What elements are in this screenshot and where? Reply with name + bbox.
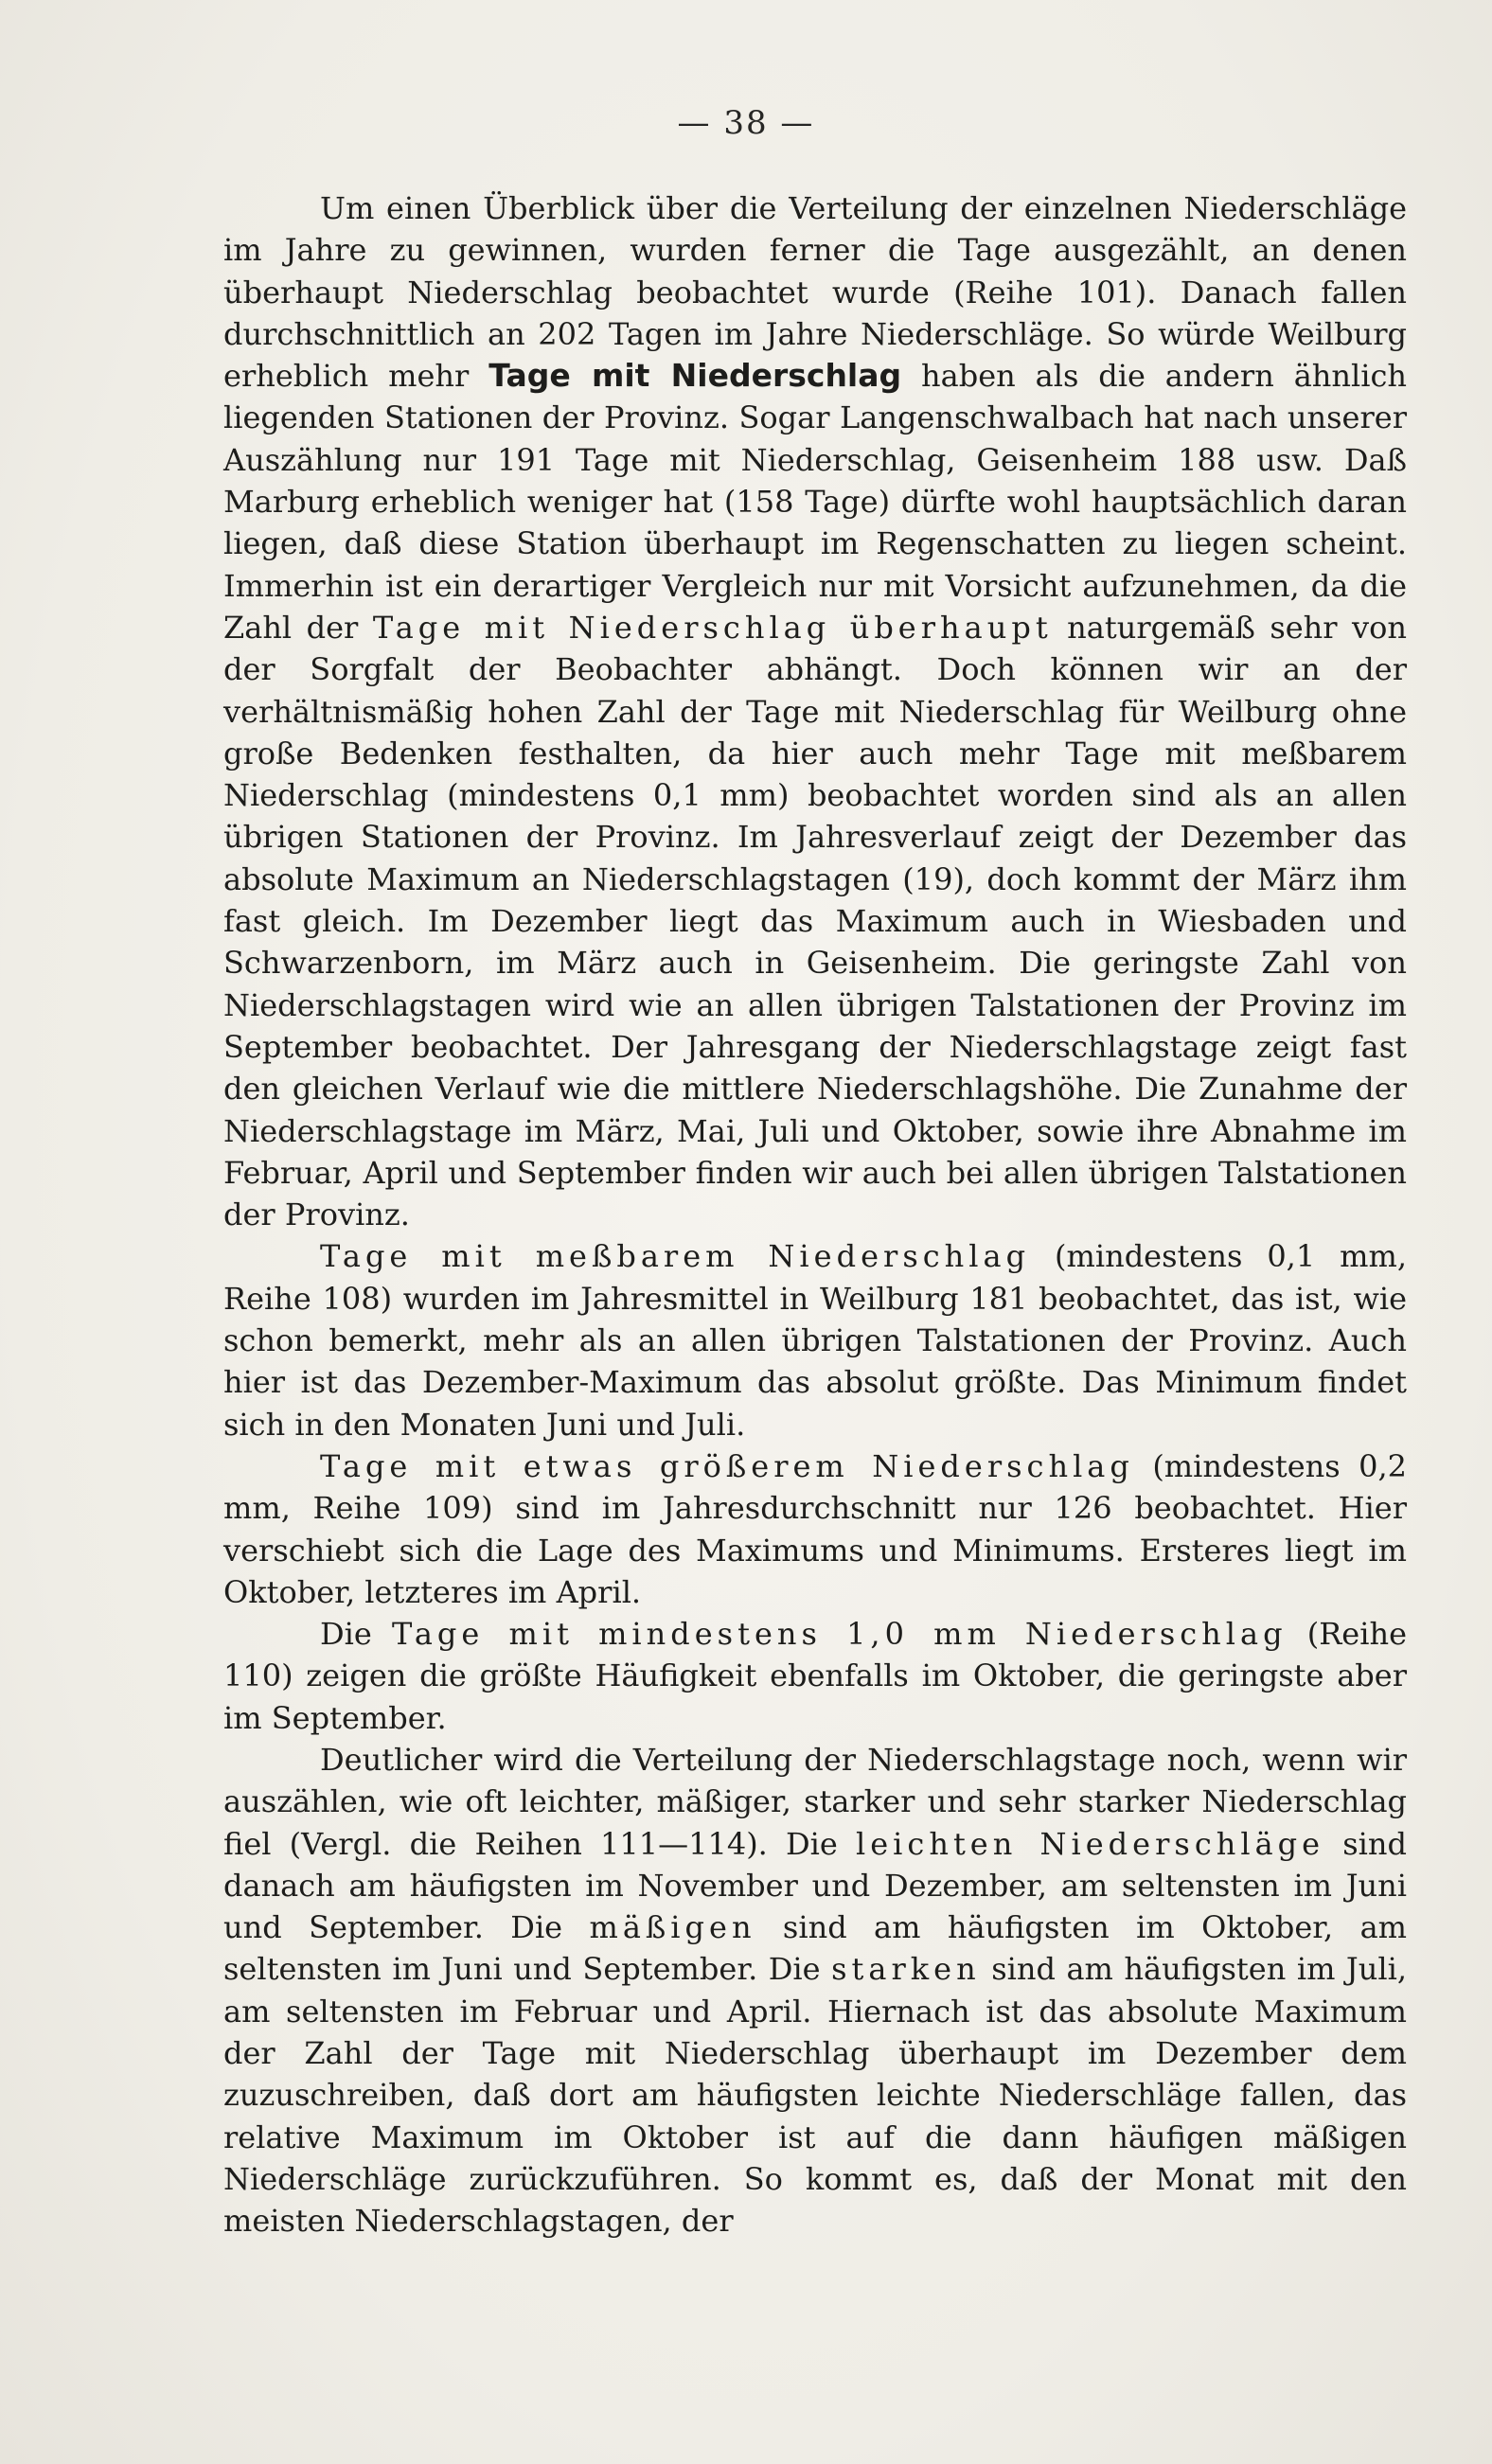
paragraph-precipitation-intensity (223, 1739, 1407, 2242)
text-span: sind am häufigsten im Juli, am seltensten im Februar und April. Hiernach ist das absolute Maximum der Zahl der Tage mit Niederschlag überhaupt im Dezember dem zuzuschreiben, daß dort am häufigsten leichte Niederschläge fallen, das relative Maximum im Oktober ist auf die dann häufigen mäßigen Niederschläge zurückzuführen. So kommt es, daß der Monat mit den meisten Niederschlagstagen, der (223, 1951, 1408, 2240)
spaced-emphasis-span: Tage mit mindestens 1,0 mm Niederschlag (391, 1616, 1288, 1653)
text-span: (mindestens 0,2 mm, Reihe 109) sind im Jahresdurchschnitt nur 126 beobachtet. Hier verschiebt sich die Lage des Maximums und Minimums. Ersteres liegt im Oktober, letzteres im April. (223, 1447, 1408, 1610)
spaced-emphasis-span: Tage mit Niederschlag überhaupt (372, 609, 1053, 646)
text-span: haben als die andern ähnlich liegenden Stationen der Provinz. Sogar Langenschwalbach hat nach unserer Auszählung nur 191 Tage mit Niederschlag, Geisenheim 188 usw. Daß Marburg erheblich weniger hat (158 Tage) dürfte wohl hauptsächlich daran liegen, daß diese Station überhaupt im Regenschatten zu liegen scheint. Immerhin ist ein derartiger Vergleich nur mit Vorsicht aufzunehmen, da die Zahl der (223, 358, 1408, 646)
text-span: Die (320, 1616, 392, 1653)
paragraph-minimum-1mm (223, 1613, 1407, 1739)
text-span: Deutlicher wird die Verteilung der Niederschlagstage noch, wenn wir auszählen, wie oft leichter, mäßiger, starker und sehr starker Niederschlag fiel (Vergl. die Reihen 111—114). Die (223, 1741, 1407, 1862)
text-span: (mindestens 0,1 mm, Reihe 108) wurden im Jahresmittel in Weilburg 181 beobachtet, das ist, wie schon bemerkt, mehr als an allen übrigen Talstationen der Provinz. Auch hier ist das Dezember-Maximum das absolut größte. Das Minimum findet sich in den Monaten Juni und Juli. (223, 1238, 1408, 1443)
spaced-emphasis-span: leichten Niederschläge (856, 1825, 1325, 1862)
paragraph-daily-precipitation-overview (223, 187, 1407, 1235)
spaced-emphasis-span: mäßigen (589, 1909, 756, 1946)
bold-heading-span: Tage mit Niederschlag (488, 357, 902, 395)
body-text (223, 187, 1407, 2242)
page-number: — 38 — (677, 104, 815, 142)
spaced-emphasis-span: Tage mit etwas größerem Niederschlag (320, 1447, 1134, 1484)
spaced-emphasis-span: Tage mit meßbarem Niederschlag (320, 1238, 1031, 1275)
text-span: sind danach am häufigsten im November und Dezember, am seltensten im Juni und September. Die (223, 1825, 1408, 1946)
text-span: naturgemäß sehr von der Sorgfalt der Beobachter abhängt. Doch können wir an der verhältnismäßig hohen Zahl der Tage mit Niederschlag für Weilburg ohne große Bedenken festhalten, da hier auch mehr Tage mit meßbarem Niederschlag (mindestens 0,1 mm) beobachtet worden sind als an allen übrigen Stationen der Provinz. Im Jahresverlauf zeigt der Dezember das absolute Maximum an Niederschlagstagen (19), doch kommt der März ihm fast gleich. Im Dezember liegt das Maximum auch in Wiesbaden und Schwarzenborn, im März auch in Geisenheim. Die geringste Zahl von Niederschlagstagen wird wie an allen übrigen Talstationen der Provinz im September beobachtet. Der Jahresgang der Niederschlagstage zeigt fast den gleichen Verlauf wie die mittlere Niederschlagshöhe. Die Zunahme der Niederschlagstage im März, Mai, Juli und Oktober, sowie ihre Abnahme im Februar, April und September finden wir auch bei allen übrigen Talstationen der Provinz. (223, 609, 1408, 1233)
text-span: (Reihe 110) zeigen die größte Häufigkeit ebenfalls im Oktober, die geringste aber im September. (223, 1616, 1408, 1736)
spaced-emphasis-span: starken (831, 1951, 981, 1988)
paragraph-measurable-precipitation (223, 1235, 1407, 1445)
text-span: sind am häufigsten im Oktober, am seltensten im Juni und September. Die (223, 1909, 1408, 1988)
paragraph-larger-precipitation (223, 1445, 1407, 1613)
text-span: Um einen Überblick über die Verteilung der einzelnen Niederschläge im Jahre zu gewinnen, wurden ferner die Tage ausgezählt, an denen überhaupt Niederschlag beobachtet wurde (Reihe 101). Danach fallen durchschnittlich an 202 Tagen im Jahre Niederschläge. So würde Weilburg erheblich mehr (223, 190, 1407, 395)
